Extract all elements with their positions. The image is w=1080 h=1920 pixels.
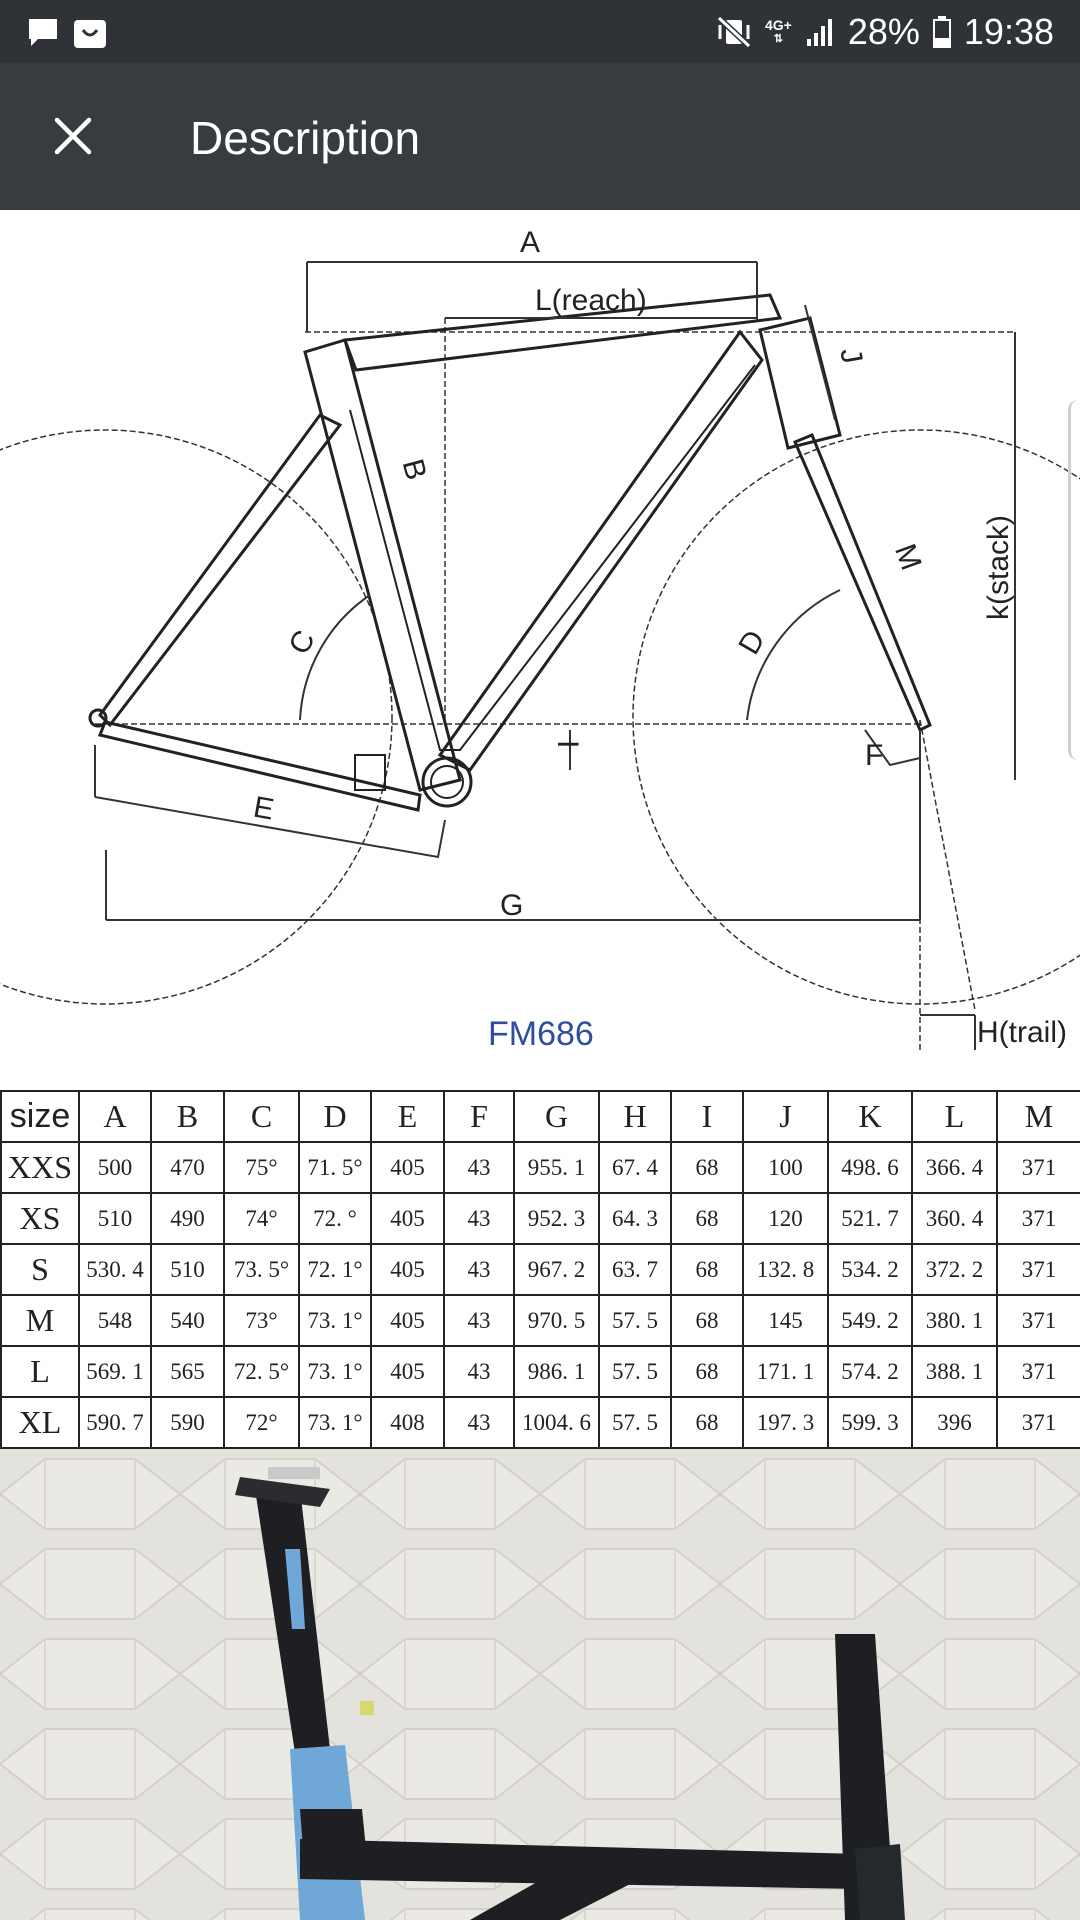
chat-icon — [26, 16, 60, 50]
table-header: L — [912, 1091, 997, 1142]
table-header: size — [1, 1091, 79, 1142]
table-cell: 530. 4 — [79, 1244, 151, 1295]
dim-label-d: D — [732, 624, 772, 661]
table-header: J — [743, 1091, 828, 1142]
page-title: Description — [190, 112, 421, 164]
table-cell: 43 — [444, 1142, 514, 1193]
table-cell: 120 — [743, 1193, 828, 1244]
table-cell: 372. 2 — [912, 1244, 997, 1295]
table-cell: 599. 3 — [828, 1397, 912, 1448]
frame-photo-drawing — [0, 1449, 1080, 1920]
table-cell: 396 — [912, 1397, 997, 1448]
table-cell: 75° — [224, 1142, 299, 1193]
table-cell: 1004. 6 — [514, 1397, 599, 1448]
table-cell: XS — [1, 1193, 79, 1244]
table-cell: 371 — [997, 1397, 1080, 1448]
seat-tube — [305, 340, 460, 790]
table-cell: 72. ° — [299, 1193, 371, 1244]
signal-icon — [806, 17, 836, 47]
table-header: H — [599, 1091, 671, 1142]
table-cell: 548 — [79, 1295, 151, 1346]
table-header: K — [828, 1091, 912, 1142]
product-photo — [0, 1449, 1080, 1920]
table-cell: 100 — [743, 1142, 828, 1193]
table-cell: 590 — [151, 1397, 224, 1448]
table-cell: 68 — [671, 1142, 743, 1193]
table-cell: 470 — [151, 1142, 224, 1193]
table-cell: 57. 5 — [599, 1397, 671, 1448]
table-cell: 405 — [371, 1244, 444, 1295]
table-cell: 565 — [151, 1346, 224, 1397]
table-cell: 63. 7 — [599, 1244, 671, 1295]
table-cell: 68 — [671, 1295, 743, 1346]
table-header: E — [371, 1091, 444, 1142]
table-cell: 371 — [997, 1295, 1080, 1346]
table-cell: 590. 7 — [79, 1397, 151, 1448]
scroll-indicator — [1068, 400, 1080, 760]
dim-label-c: C — [282, 624, 322, 661]
table-cell: 405 — [371, 1346, 444, 1397]
table-cell: 68 — [671, 1397, 743, 1448]
table-header: F — [444, 1091, 514, 1142]
table-cell: L — [1, 1346, 79, 1397]
geometry-diagram — [0, 210, 1080, 1090]
seat-stay — [100, 415, 340, 725]
table-cell: 43 — [444, 1397, 514, 1448]
status-bar — [0, 0, 1080, 63]
table-header: G — [514, 1091, 599, 1142]
table-header: M — [997, 1091, 1080, 1142]
table-cell: 43 — [444, 1244, 514, 1295]
clock: 19:38 — [963, 10, 1054, 52]
close-button[interactable] — [38, 101, 108, 171]
table-row — [1, 1244, 1080, 1295]
table-cell: 371 — [997, 1244, 1080, 1295]
close-icon — [53, 116, 93, 156]
battery-icon — [932, 15, 952, 49]
table-cell: 72. 5° — [224, 1346, 299, 1397]
table-cell: 197. 3 — [743, 1397, 828, 1448]
app-bar — [0, 63, 1080, 210]
table-cell: 549. 2 — [828, 1295, 912, 1346]
table-cell: 64. 3 — [599, 1193, 671, 1244]
table-cell: 500 — [79, 1142, 151, 1193]
table-cell: 72. 1° — [299, 1244, 371, 1295]
table-row — [1, 1142, 1080, 1193]
table-row — [1, 1397, 1080, 1448]
table-cell: 490 — [151, 1193, 224, 1244]
table-cell: 68 — [671, 1244, 743, 1295]
table-cell: 73. 1° — [299, 1346, 371, 1397]
table-cell: 43 — [444, 1295, 514, 1346]
table-cell: 955. 1 — [514, 1142, 599, 1193]
table-cell: 388. 1 — [912, 1346, 997, 1397]
dim-label-m: M — [888, 539, 928, 575]
table-cell: XL — [1, 1397, 79, 1448]
table-cell: 405 — [371, 1193, 444, 1244]
dim-label-h-trail: H(trail) — [977, 1016, 1067, 1049]
table-cell: 970. 5 — [514, 1295, 599, 1346]
seat-tube-inner — [350, 365, 755, 750]
table-cell: 408 — [371, 1397, 444, 1448]
table-header: C — [224, 1091, 299, 1142]
table-cell: 510 — [151, 1244, 224, 1295]
table-header: B — [151, 1091, 224, 1142]
dim-label-f: F — [865, 739, 884, 772]
table-cell: 510 — [79, 1193, 151, 1244]
dim-label-b: B — [395, 455, 433, 484]
table-cell: 380. 1 — [912, 1295, 997, 1346]
table-cell: XXS — [1, 1142, 79, 1193]
frame-geometry-drawing — [0, 210, 1080, 1090]
shopping-bag-icon — [72, 16, 108, 50]
head-tube — [760, 318, 840, 448]
dim-label-i: I — [551, 740, 584, 749]
table-cell: 498. 6 — [828, 1142, 912, 1193]
mute-vibrate-icon — [715, 15, 753, 49]
table-cell: S — [1, 1244, 79, 1295]
model-name: FM686 — [488, 1015, 594, 1053]
table-cell: 43 — [444, 1346, 514, 1397]
table-cell: 73. 1° — [299, 1397, 371, 1448]
table-cell: 371 — [997, 1142, 1080, 1193]
table-row — [1, 1346, 1080, 1397]
battery-percent: 28% — [847, 10, 920, 52]
dim-label-e: E — [250, 790, 277, 827]
table-row — [1, 1193, 1080, 1244]
dim-label-l-reach: L(reach) — [535, 284, 647, 317]
table-cell: 540 — [151, 1295, 224, 1346]
dim-label-k-stack: k(stack) — [982, 515, 1015, 620]
table-cell: 57. 5 — [599, 1346, 671, 1397]
table-cell: 371 — [997, 1346, 1080, 1397]
dim-label-a: A — [520, 226, 541, 259]
table-header: I — [671, 1091, 743, 1142]
table-cell: 132. 8 — [743, 1244, 828, 1295]
network-type: 4G+ — [764, 16, 792, 33]
table-cell: 986. 1 — [514, 1346, 599, 1397]
table-cell: 43 — [444, 1193, 514, 1244]
table-cell: 67. 4 — [599, 1142, 671, 1193]
dim-label-g: G — [500, 889, 524, 922]
table-cell: 405 — [371, 1295, 444, 1346]
table-cell: 71. 5° — [299, 1142, 371, 1193]
table-cell: 371 — [997, 1193, 1080, 1244]
table-cell: 145 — [743, 1295, 828, 1346]
table-cell: 405 — [371, 1142, 444, 1193]
rear-wheel — [0, 430, 392, 1004]
table-cell: 68 — [671, 1193, 743, 1244]
table-cell: 68 — [671, 1346, 743, 1397]
geometry-table — [0, 1090, 1080, 1449]
table-cell: 952. 3 — [514, 1193, 599, 1244]
table-cell: 521. 7 — [828, 1193, 912, 1244]
table-row — [1, 1295, 1080, 1346]
dim-label-j: J — [833, 345, 869, 367]
network-4g-icon: 4G+ ⇅ — [764, 16, 792, 45]
table-header: A — [79, 1091, 151, 1142]
table-cell: 73. 1° — [299, 1295, 371, 1346]
table-cell: M — [1, 1295, 79, 1346]
table-cell: 74° — [224, 1193, 299, 1244]
table-cell: 366. 4 — [912, 1142, 997, 1193]
table-cell: 171. 1 — [743, 1346, 828, 1397]
fork — [795, 435, 930, 730]
down-tube — [440, 332, 762, 770]
table-header: D — [299, 1091, 371, 1142]
table-cell: 569. 1 — [79, 1346, 151, 1397]
table-cell: 72° — [224, 1397, 299, 1448]
table-cell: 73° — [224, 1295, 299, 1346]
table-cell: 534. 2 — [828, 1244, 912, 1295]
table-cell: 967. 2 — [514, 1244, 599, 1295]
table-cell: 574. 2 — [828, 1346, 912, 1397]
table-cell: 57. 5 — [599, 1295, 671, 1346]
table-cell: 73. 5° — [224, 1244, 299, 1295]
table-cell: 360. 4 — [912, 1193, 997, 1244]
table-header-row — [1, 1091, 1080, 1142]
